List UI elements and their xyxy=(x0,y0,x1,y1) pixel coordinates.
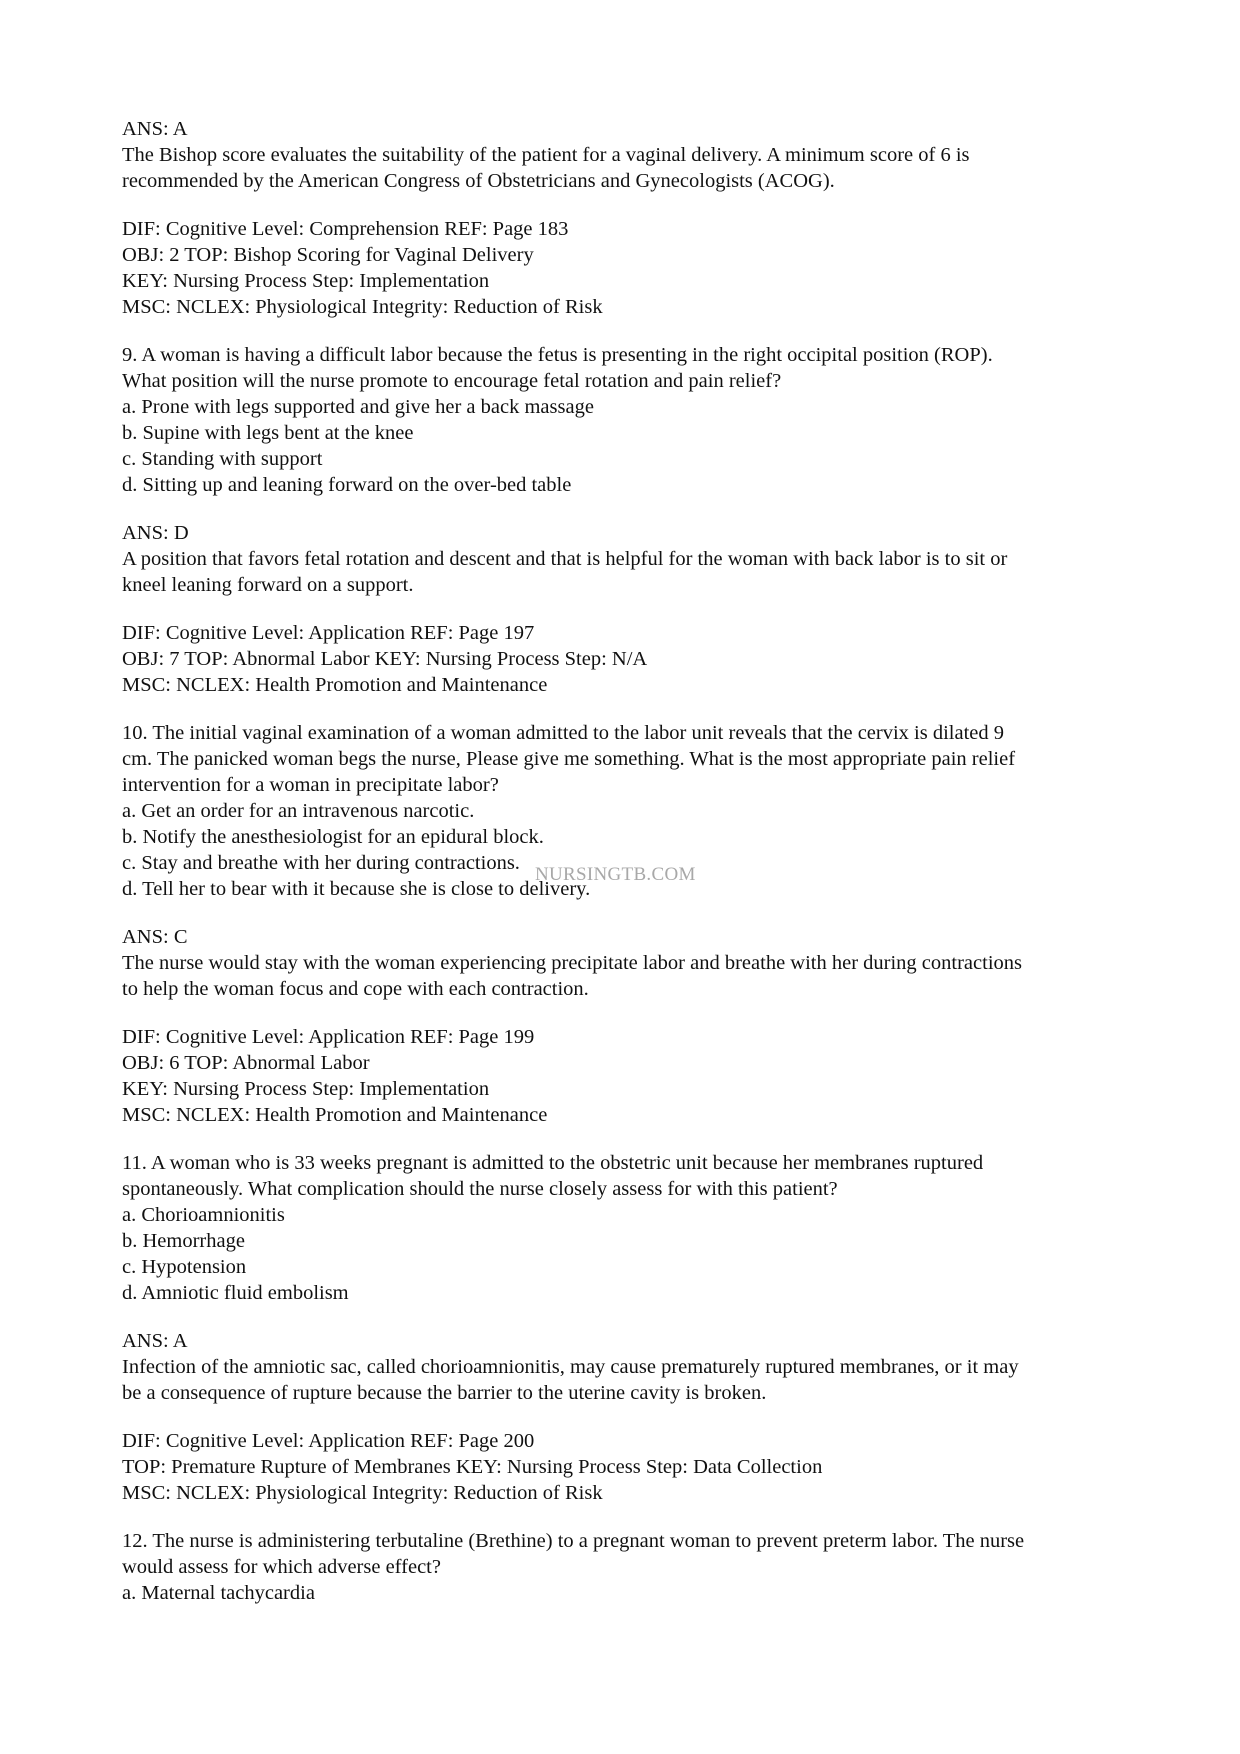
question-12-block xyxy=(122,1528,1132,1606)
question-10-line: d. Tell her to bear with it because she is close to delivery. xyxy=(122,878,591,900)
answer-9-block xyxy=(122,520,1132,598)
question-9-line: What position will the nurse promote to encourage fetal rotation and pain relief? xyxy=(122,370,782,392)
answer-10-line: ANS: C xyxy=(122,926,188,948)
meta-8-block xyxy=(122,216,1132,320)
question-9-line: d. Sitting up and leaning forward on the over-bed table xyxy=(122,474,572,496)
question-11-line: d. Amniotic fluid embolism xyxy=(122,1282,349,1304)
meta-10-line: OBJ: 6 TOP: Abnormal Labor xyxy=(122,1052,370,1074)
question-12-line: 12. The nurse is administering terbutaline (Brethine) to a pregnant woman to prevent preterm labor. The nurse xyxy=(122,1530,1025,1552)
answer-9-line: ANS: D xyxy=(122,522,189,544)
meta-9-line: DIF: Cognitive Level: Application REF: Page 197 xyxy=(122,622,535,644)
question-10-line: cm. The panicked woman begs the nurse, Please give me something. What is the most appropriate pain relief xyxy=(122,748,1016,770)
question-9-line: 9. A woman is having a difficult labor because the fetus is presenting in the right occipital position (ROP). xyxy=(122,344,993,366)
question-12-line: a. Maternal tachycardia xyxy=(122,1582,315,1604)
question-9-block xyxy=(122,342,1132,498)
question-9-line: c. Standing with support xyxy=(122,448,323,470)
question-11-line: c. Hypotension xyxy=(122,1256,247,1278)
question-11-line: spontaneously. What complication should the nurse closely assess for with this patient? xyxy=(122,1178,838,1200)
watermark: NURSINGTB.COM xyxy=(535,864,696,885)
meta-8-line: KEY: Nursing Process Step: Implementation xyxy=(122,270,490,292)
meta-10-line: KEY: Nursing Process Step: Implementation xyxy=(122,1078,490,1100)
meta-10-block xyxy=(122,1024,1132,1128)
meta-9-block xyxy=(122,620,1132,698)
meta-11-line: MSC: NCLEX: Physiological Integrity: Reduction of Risk xyxy=(122,1482,603,1504)
answer-9-line: kneel leaning forward on a support. xyxy=(122,574,414,596)
question-10-line: a. Get an order for an intravenous narcotic. xyxy=(122,800,475,822)
meta-11-block xyxy=(122,1428,1132,1506)
question-10-line: b. Notify the anesthesiologist for an epidural block. xyxy=(122,826,544,848)
answer-10-line: The nurse would stay with the woman experiencing precipitate labor and breathe with her during contractions xyxy=(122,952,1022,974)
answer-8-line: The Bishop score evaluates the suitability of the patient for a vaginal delivery. A minimum score of 6 is xyxy=(122,144,970,166)
meta-8-line: OBJ: 2 TOP: Bishop Scoring for Vaginal Delivery xyxy=(122,244,534,266)
question-10-line: 10. The initial vaginal examination of a woman admitted to the labor unit reveals that the cervix is dilated 9 xyxy=(122,722,1005,744)
answer-9-line: A position that favors fetal rotation and descent and that is helpful for the woman with back labor is to sit or xyxy=(122,548,1008,570)
meta-11-line: TOP: Premature Rupture of Membranes KEY: Nursing Process Step: Data Collection xyxy=(122,1456,823,1478)
meta-8-line: DIF: Cognitive Level: Comprehension REF: Page 183 xyxy=(122,218,569,240)
answer-10-line: to help the woman focus and cope with each contraction. xyxy=(122,978,589,1000)
question-9-line: a. Prone with legs supported and give her a back massage xyxy=(122,396,594,418)
meta-10-line: MSC: NCLEX: Health Promotion and Maintenance xyxy=(122,1104,548,1126)
answer-8-line: ANS: A xyxy=(122,118,188,140)
answer-11-line: ANS: A xyxy=(122,1330,188,1352)
answer-11-line: be a consequence of rupture because the barrier to the uterine cavity is broken. xyxy=(122,1382,767,1404)
meta-9-line: OBJ: 7 TOP: Abnormal Labor KEY: Nursing Process Step: N/A xyxy=(122,648,648,670)
meta-11-line: DIF: Cognitive Level: Application REF: Page 200 xyxy=(122,1430,535,1452)
question-11-line: 11. A woman who is 33 weeks pregnant is admitted to the obstetric unit because her membranes ruptured xyxy=(122,1152,984,1174)
question-10-line: intervention for a woman in precipitate labor? xyxy=(122,774,499,796)
question-10-line: c. Stay and breathe with her during contractions. xyxy=(122,852,520,874)
answer-11-line: Infection of the amniotic sac, called chorioamnionitis, may cause prematurely ruptured membranes, or it may xyxy=(122,1356,1019,1378)
answer-8-line: recommended by the American Congress of Obstetricians and Gynecologists (ACOG). xyxy=(122,170,835,192)
meta-8-line: MSC: NCLEX: Physiological Integrity: Reduction of Risk xyxy=(122,296,603,318)
question-11-line: b. Hemorrhage xyxy=(122,1230,245,1252)
question-12-line: would assess for which adverse effect? xyxy=(122,1556,441,1578)
meta-10-line: DIF: Cognitive Level: Application REF: Page 199 xyxy=(122,1026,535,1048)
question-9-line: b. Supine with legs bent at the knee xyxy=(122,422,414,444)
answer-10-block xyxy=(122,924,1132,1002)
answer-8-block xyxy=(122,116,1132,194)
question-11-line: a. Chorioamnionitis xyxy=(122,1204,285,1226)
meta-9-line: MSC: NCLEX: Health Promotion and Maintenance xyxy=(122,674,548,696)
question-11-block xyxy=(122,1150,1132,1306)
answer-11-block xyxy=(122,1328,1132,1406)
